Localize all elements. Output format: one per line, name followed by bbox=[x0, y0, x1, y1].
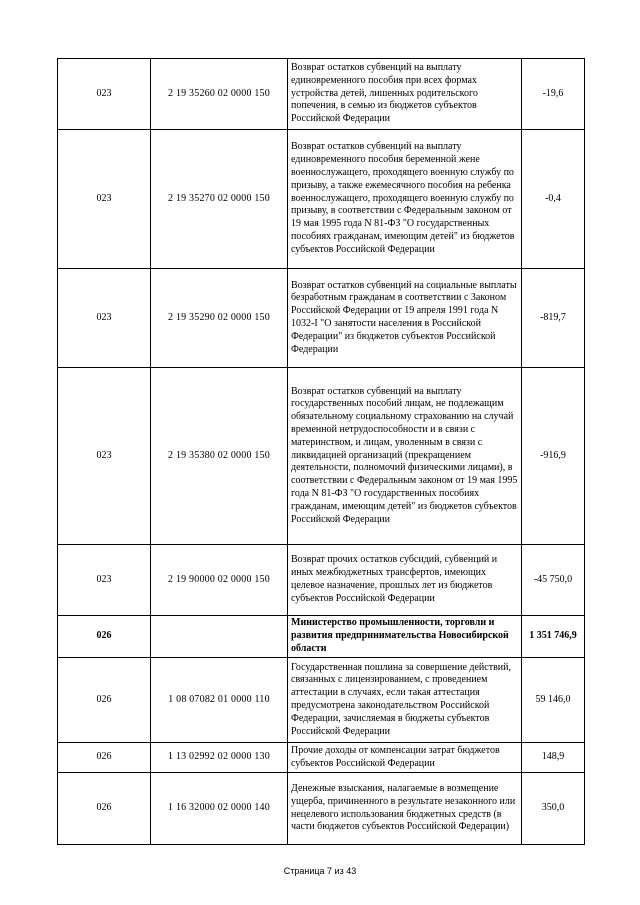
table-row bbox=[58, 368, 585, 545]
budget-classification-code-cell: 2 19 35380 02 0000 150 bbox=[151, 368, 288, 545]
budget-classification-code-cell: 1 08 07082 01 0000 110 bbox=[151, 658, 288, 743]
amount-cell: 148,9 bbox=[522, 743, 585, 773]
admin-code-cell: 026 bbox=[58, 773, 151, 845]
table-row bbox=[58, 59, 585, 130]
revenue-name-cell: Возврат остатков субвенций на социальные выплаты безработным гражданам в соответствии с Законом Российской Федерации от 19 апреля 1991 года N 1032-I "О занятости населения в Российской Федерации" из бюджетов субъектов Российской Федерации bbox=[288, 269, 522, 368]
amount-cell: -19,6 bbox=[522, 59, 585, 130]
page-number-footer: Страница 7 из 43 bbox=[283, 866, 357, 876]
admin-code-cell: 026 bbox=[58, 743, 151, 773]
revenue-name-cell: Государственная пошлина за совершение действий, связанных с лицензированием, с проведением аттестации в случаях, если такая аттестация предусмотрена законодательством Российской Федерации, зачисляемая в бюджеты субъектов Российской Федерации bbox=[288, 658, 522, 743]
table-row-ministry-header bbox=[58, 616, 585, 658]
table-row bbox=[58, 743, 585, 773]
budget-revenue-table bbox=[57, 58, 585, 845]
amount-cell: -45 750,0 bbox=[522, 545, 585, 616]
budget-classification-code-cell: 1 13 02992 02 0000 130 bbox=[151, 743, 288, 773]
revenue-name-cell: Возврат остатков субвенций на выплату государственных пособий лицам, не подлежащим обязательному социальному страхованию на случай временной нетрудоспособности и в связи с материнством, и лицам, уволенным в связи с ликвидацией организаций (прекращением деятельности, полномочий физическими лицами), в соответствии с Федеральным законом от 19 мая 1995 года N 81-ФЗ "О государственных пособиях гражданам, имеющим детей" из бюджетов субъектов Российской Федерации bbox=[288, 368, 522, 545]
table-row bbox=[58, 269, 585, 368]
table-row bbox=[58, 130, 585, 269]
revenue-name-cell: Возврат остатков субвенций на выплату единовременного пособия беременной жене военнослужащего, проходящего военную службу по призыву, а также ежемесячного пособия на ребенка военнослужащего, проходящего военную службу по призыву, в соответствии с Федеральным законом от 19 мая 1995 года N 81-ФЗ "О государственных пособиях гражданам, имеющим детей" из бюджетов субъектов Российской Федерации bbox=[288, 130, 522, 269]
admin-code-cell: 023 bbox=[58, 59, 151, 130]
admin-code-cell: 026 bbox=[58, 616, 151, 658]
ministry-name-cell: Министерство промышленности, торговли и развития предпринимательства Новосибирской области bbox=[288, 616, 522, 658]
table-row bbox=[58, 545, 585, 616]
revenue-name-cell: Возврат остатков субвенций на выплату единовременного пособия при всех формах устройства детей, лишенных родительского попечения, в семью из бюджетов субъектов Российской Федерации bbox=[288, 59, 522, 130]
amount-cell: 59 146,0 bbox=[522, 658, 585, 743]
budget-classification-code-cell: 2 19 90000 02 0000 150 bbox=[151, 545, 288, 616]
admin-code-cell: 023 bbox=[58, 545, 151, 616]
revenue-name-cell: Прочие доходы от компенсации затрат бюджетов субъектов Российской Федерации bbox=[288, 743, 522, 773]
budget-classification-code-cell bbox=[151, 616, 288, 658]
admin-code-cell: 026 bbox=[58, 658, 151, 743]
amount-cell: 350,0 bbox=[522, 773, 585, 845]
amount-cell: -916,9 bbox=[522, 368, 585, 545]
table-row bbox=[58, 773, 585, 845]
amount-cell: -819,7 bbox=[522, 269, 585, 368]
revenue-name-cell: Денежные взыскания, налагаемые в возмещение ущерба, причиненного в результате незаконного или нецелевого использования бюджетных средств (в части бюджетов субъектов Российской Федерации) bbox=[288, 773, 522, 845]
budget-classification-code-cell: 2 19 35260 02 0000 150 bbox=[151, 59, 288, 130]
admin-code-cell: 023 bbox=[58, 269, 151, 368]
budget-classification-code-cell: 2 19 35270 02 0000 150 bbox=[151, 130, 288, 269]
table-row bbox=[58, 658, 585, 743]
admin-code-cell: 023 bbox=[58, 368, 151, 545]
budget-classification-code-cell: 2 19 35290 02 0000 150 bbox=[151, 269, 288, 368]
ministry-total-amount-cell: 1 351 746,9 bbox=[522, 616, 585, 658]
admin-code-cell: 023 bbox=[58, 130, 151, 269]
budget-classification-code-cell: 1 16 32000 02 0000 140 bbox=[151, 773, 288, 845]
amount-cell: -0,4 bbox=[522, 130, 585, 269]
revenue-name-cell: Возврат прочих остатков субсидий, субвенций и иных межбюджетных трансфертов, имеющих целевое назначение, прошлых лет из бюджетов субъектов Российской Федерации bbox=[288, 545, 522, 616]
